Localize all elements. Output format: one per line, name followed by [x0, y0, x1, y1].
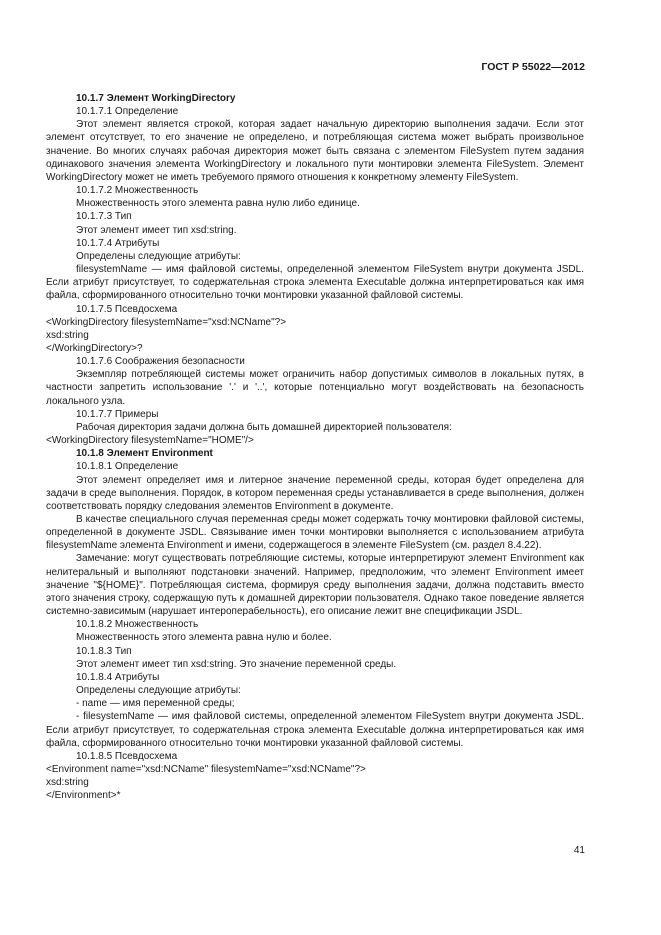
paragraph: Определены следующие атрибуты: — [76, 685, 241, 697]
paragraph: 10.1.7.7 Примеры — [76, 408, 159, 420]
paragraph: 10.1.7.6 Соображения безопасности — [76, 356, 245, 368]
paragraph: Этот элемент определяет имя и литерное значение переменной среды, которая будет определена для задачи в среде выполнения. Порядок, в котором переменная среды устанавливается в среде выполнения, должен соответствовать порядку следования элементов Environment в документе. — [46, 474, 584, 512]
paragraph: Рабочая директория задачи должна быть домашней директорией пользователя: — [76, 421, 452, 433]
section-heading: 10.1.7 Элемент WorkingDirectory — [76, 93, 236, 104]
paragraph: Множественность этого элемента равна нулю либо единице. — [76, 198, 360, 210]
page-number: 41 — [573, 845, 585, 856]
paragraph: 10.1.7.2 Множественность — [76, 185, 199, 197]
code-line: <WorkingDirectory filesystemName="xsd:NCName"?> — [46, 316, 287, 328]
paragraph: - filesystemName — имя файловой системы, определенной элементом FileSystem внутри документа JSDL. Если атрибут присутствует, то содержательная строка элемента Executable должна интерпретироваться как имя файла, сформированного относительно точки монтировки указанной файловой системы. — [46, 711, 584, 749]
paragraph: 10.1.7.1 Определение — [76, 106, 179, 118]
paragraph: 10.1.8.2 Множественность — [76, 619, 199, 631]
paragraph: 10.1.8.1 Определение — [76, 461, 179, 473]
paragraph: filesystemName — имя файловой системы, определенной элементом FileSystem внутри документа JSDL. Если атрибут присутствует, то содержательная строка элемента Executable должна интерпретироваться как имя файла, сформированного относительно точки монтировки указанной файловой системы. — [46, 264, 584, 302]
paragraph: Определены следующие атрибуты: — [76, 250, 241, 262]
paragraph: Этот элемент имеет тип xsd:string. — [76, 224, 237, 236]
code-line: </WorkingDirectory>? — [46, 342, 143, 354]
standard-number: ГОСТ Р 55022—2012 — [481, 61, 585, 73]
paragraph: 10.1.8.5 Псевдосхема — [76, 750, 178, 762]
paragraph: 10.1.8.4 Атрибуты — [76, 671, 160, 683]
code-line: xsd:string — [46, 777, 89, 789]
code-line: <WorkingDirectory filesystemName="HOME"/> — [46, 435, 254, 447]
paragraph: Замечание: могут существовать потребляющие системы, которые интерпретируют элемент Environment как нелитеральный и выполняют подстановки значений. Например, предположим, что элемент Environment имеет значение "${HOME}". Потребляющая система, формируя среду выполнения задачи, должна подставить вместо этого значения строку, содержащую путь к домашней директории пользователя. Однако такое поведение является системно-зависимым (нарушает интероперабельность), его описание лежит вне спецификации JSDL. — [46, 553, 584, 618]
paragraph: - name — имя переменной среды; — [76, 698, 235, 710]
code-line: </Environment>* — [46, 790, 121, 802]
code-line: xsd:string — [46, 329, 89, 341]
paragraph: 10.1.7.3 Тип — [76, 211, 132, 223]
paragraph: Экземпляр потребляющей системы может ограничить набор допустимых символов в локальных путях, в частности запретить использование '.' и '..', которые потенциально могут воздействовать на безопасность локального узла. — [46, 369, 584, 407]
paragraph: Этот элемент имеет тип xsd:string. Это значение переменной среды. — [76, 658, 397, 670]
paragraph: 10.1.7.4 Атрибуты — [76, 237, 160, 249]
paragraph: Множественность этого элемента равна нулю и более. — [76, 632, 332, 644]
paragraph: В качестве специального случая переменная среды может содержать точку монтировки файловой системы, определенной в документе JSDL. Связывание имен точки монтировки выполняется с использованием атрибута filesystemName элемента Environment и имени, содержащегося в элементе FileSystem (см. раздел 8.4.22). — [46, 514, 584, 552]
code-line: <Environment name="xsd:NCName" filesystemName="xsd:NCName"?> — [46, 763, 366, 775]
section-heading: 10.1.8 Элемент Environment — [76, 448, 213, 460]
paragraph: Этот элемент является строкой, которая задает начальную директорию выполнения задачи. Если этот элемент отсутствует, то его значение не определено, и потребляющая система может выбрать произвольное значение. Во многих случаях рабочая директория может быть связана с элементом FileSystem путем задания одинакового значения элемента WorkingDirectory и локального пути монтировки элемента FileSystem. Элемент WorkingDirectory может не иметь требуемого прямого отношения к конкретному элементу FileSystem. — [46, 119, 584, 183]
paragraph: 10.1.7.5 Псевдосхема — [76, 303, 178, 315]
document-body — [46, 92, 584, 802]
paragraph: 10.1.8.3 Тип — [76, 645, 132, 657]
